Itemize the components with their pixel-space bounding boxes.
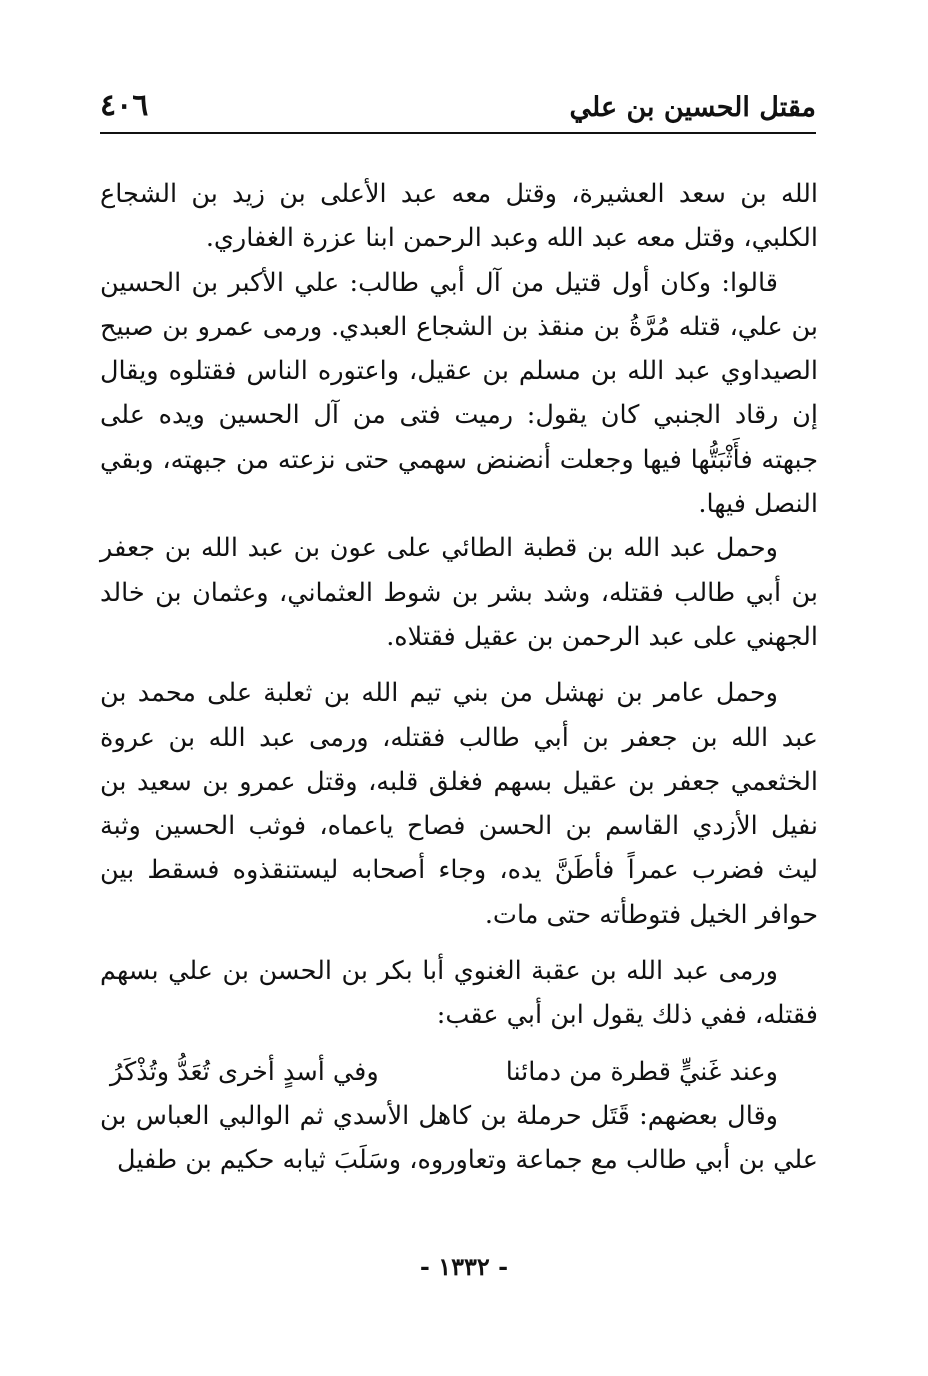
poem-verse <box>100 1050 818 1094</box>
paragraph-6: وقال بعضهم: قَتَل حرملة بن كاهل الأسدي ثم الوالبي العباس بن علي بن أبي طالب مع جماعة وتعاوروه، وسَلَبَ ثيابه حكيم بن طفيل <box>100 1100 818 1176</box>
poem-first-hemistich: وعند غَنيٍّ قطرة من دمائنا <box>505 1056 778 1087</box>
body-text <box>100 172 818 1183</box>
poem-second-hemistich: وفي أسدٍ أخرى تُعَدُّ وتُذْكَرُ <box>110 1056 379 1087</box>
paragraph-2: قالوا: وكان أول قتيل من آل أبي طالب: علي الأكبر بن الحسين بن علي، قتله مُرَّةُ بن منقذ بن الشجاع العبدي. ورمى عمرو بن صبيح الصيداوي عبد الله بن مسلم بن عقيل، واعتوره الناس فقتلوه ويقال إن رقاد الجنبي كان يقول: رميت فتى من آل الحسين ويده على جبهته فأَثْبَتُّها فيها وجعلت أنضنض سهمي حتى نزعته من جبهته، وبقي النصل فيها. <box>100 267 818 520</box>
paragraph-5: ورمى عبد الله بن عقبة الغنوي أبا بكر بن الحسن بن علي بسهم فقتله، ففي ذلك يقول ابن أبي عقب: <box>100 956 818 1031</box>
header-page-number: ٤٠٦ <box>100 88 149 123</box>
page-header <box>100 82 816 134</box>
footer-page-number: - ١٣٣٢ - <box>419 1252 509 1281</box>
paragraph-4: وحمل عامر بن نهشل من بني تيم الله بن ثعلبة على محمد بن عبد الله بن جعفر بن أبي طالب فقتله، ورمى عبد الله بن عروة الخثعمي جعفر بن عقيل بسهم فغلق قلبه، وقتل عمرو بن سعيد بن نفيل الأزدي القاسم بن الحسن فصاح ياعماه، فوثب الحسين وثبة ليث فضرب عمراً فأطَنَّ يده، وجاء أصحابه ليستنقذوه فسقط بين حوافر الخيل فتوطأته حتى مات. <box>100 678 818 930</box>
running-title: مقتل الحسين بن علي <box>569 92 816 123</box>
paragraph-3: وحمل عبد الله بن قطبة الطائي على عون بن عبد الله بن جعفر بن أبي طالب فقتله، وشد بشر بن شوط العثماني، وعثمان بن خالد الجهني على عبد الرحمن بن عقيل فقتلاه. <box>100 533 818 652</box>
paragraph-1: الله بن سعد العشيرة، وقتل معه عبد الأعلى بن زيد بن الشجاع الكلبي، وقتل معه عبد الله وعبد الرحمن ابنا عزرة الغفاري. <box>100 179 818 254</box>
